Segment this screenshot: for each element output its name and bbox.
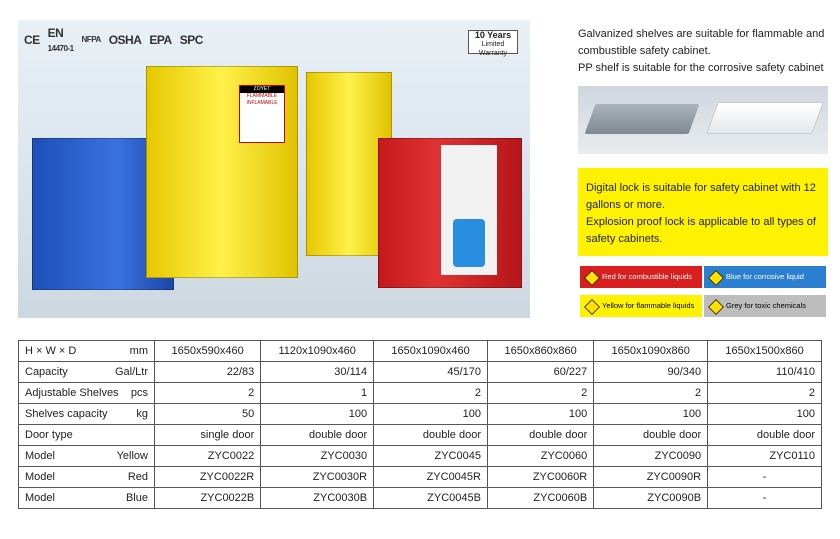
row-label [19,383,155,404]
yellow-cabinet-tall [146,66,298,278]
table-cell: 2 [487,383,593,404]
legend-blue: Blue for corrosive liquid [704,266,826,288]
shelf-text-line: Galvanized shelves are suitable for flammable and [578,28,825,40]
table-cell: 2 [155,383,261,404]
row-unit: kg [136,408,148,420]
shelf-photo [578,86,828,154]
table-row [19,404,822,425]
table-cell: 1650x1500x860 [708,341,822,362]
table-cell: ZYC0090B [594,488,708,509]
blue-container [453,219,485,267]
table-row [19,425,822,446]
corrosive-icon [708,270,724,286]
table-cell: 2 [374,383,488,404]
table-cell: - [708,488,822,509]
table-cell: 60/227 [487,362,593,383]
table-row [19,467,822,488]
table-cell: 100 [374,404,488,425]
table-cell: 100 [487,404,593,425]
warranty-badge: 10 Years Limited Warranty [468,30,518,54]
row-unit: Red [127,471,148,483]
table-cell: 1650x860x860 [487,341,593,362]
table-cell: ZYC0045R [374,467,488,488]
table-row [19,383,822,404]
row-label [19,467,155,488]
row-label [19,446,155,467]
row-label-text: Shelves capacity [25,408,108,420]
table-cell: 1120x1090x460 [261,341,374,362]
osha-logo: OSHA [108,33,142,47]
lock-text-line: Digital lock is suitable for safety cabinet with 12 [586,182,816,194]
certification-logos [24,26,203,54]
table-cell: 30/114 [261,362,374,383]
row-label [19,341,155,362]
cabinet-warning-label: ZOYET FLAMMABLE INFLAMABLE [239,85,285,143]
row-unit: Blue [125,492,148,504]
lock-text-line: gallons or more. [586,199,665,211]
table-row [19,362,822,383]
table-row [19,488,822,509]
table-row [19,341,822,362]
galvanized-shelf [585,104,700,134]
legend-grey: Grey for toxic chemicals [704,295,826,317]
flame-icon [584,270,600,286]
flame-icon [584,299,600,315]
epa-logo: EPA [149,33,172,47]
table-cell: double door [487,425,593,446]
spec-table [18,340,822,509]
table-cell: ZYC0110 [708,446,822,467]
row-label-text: Door type [25,429,73,441]
table-cell: ZYC0090R [594,467,708,488]
table-cell: 22/83 [155,362,261,383]
table-cell: 50 [155,404,261,425]
table-cell: double door [374,425,488,446]
row-label-text: Model [25,492,55,504]
table-cell: 2 [708,383,822,404]
table-cell: ZYC0022 [155,446,261,467]
pp-shelf [706,102,824,134]
table-cell: ZYC0090 [594,446,708,467]
table-cell: ZYC0030 [261,446,374,467]
table-cell: ZYC0022R [155,467,261,488]
table-cell: 100 [594,404,708,425]
shelf-text-line: PP shelf is suitable for the corrosive safety cabinet [578,62,824,74]
row-label [19,488,155,509]
table-cell: ZYC0030B [261,488,374,509]
spc-logo: SPC [179,33,203,47]
table-cell: 100 [261,404,374,425]
table-cell: single door [155,425,261,446]
table-cell: 2 [594,383,708,404]
lock-description [578,168,828,256]
legend-red: Red for combustible liquids [580,266,702,288]
table-cell: 90/340 [594,362,708,383]
shelf-text-line: combustible safety cabinet. [578,45,711,57]
table-cell: 100 [708,404,822,425]
table-cell: double door [594,425,708,446]
en-logo: EN 14470-1 [47,26,74,53]
table-cell: - [708,467,822,488]
table-cell: 1650x590x460 [155,341,261,362]
lock-text-line: Explosion proof lock is applicable to all types of [586,216,816,228]
product-photo [18,20,530,318]
row-label [19,404,155,425]
ce-logo: CE [24,33,40,47]
table-cell: ZYC0060B [487,488,593,509]
red-cabinet [378,138,522,288]
row-unit: mm [129,345,148,357]
row-unit: pcs [130,387,148,399]
table-row [19,446,822,467]
legend-yellow: Yellow for flammable liquids [580,295,702,317]
row-label-text: H × W × D [25,345,77,357]
table-cell: double door [261,425,374,446]
nfpa-logo: NFPA [81,35,101,44]
table-cell: double door [708,425,822,446]
table-cell: 45/170 [374,362,488,383]
row-unit: Yellow [116,450,148,462]
table-cell: ZYC0045B [374,488,488,509]
shelf-description [578,26,828,77]
table-cell: ZYC0045 [374,446,488,467]
row-label-text: Capacity [25,366,68,378]
table-cell: 1650x1090x860 [594,341,708,362]
toxic-icon [708,299,724,315]
table-cell: 1 [261,383,374,404]
row-unit: Gal/Ltr [114,366,148,378]
row-label-text: Adjustable Shelves [25,387,119,399]
row-label-text: Model [25,450,55,462]
table-cell: 1650x1090x460 [374,341,488,362]
table-cell: ZYC0022B [155,488,261,509]
row-label [19,362,155,383]
lock-text-line: safety cabinets. [586,233,663,245]
row-label-text: Model [25,471,55,483]
table-cell: ZYC0060R [487,467,593,488]
table-cell: ZYC0060 [487,446,593,467]
table-cell: 110/410 [708,362,822,383]
table-cell: ZYC0030R [261,467,374,488]
row-label [19,425,155,446]
